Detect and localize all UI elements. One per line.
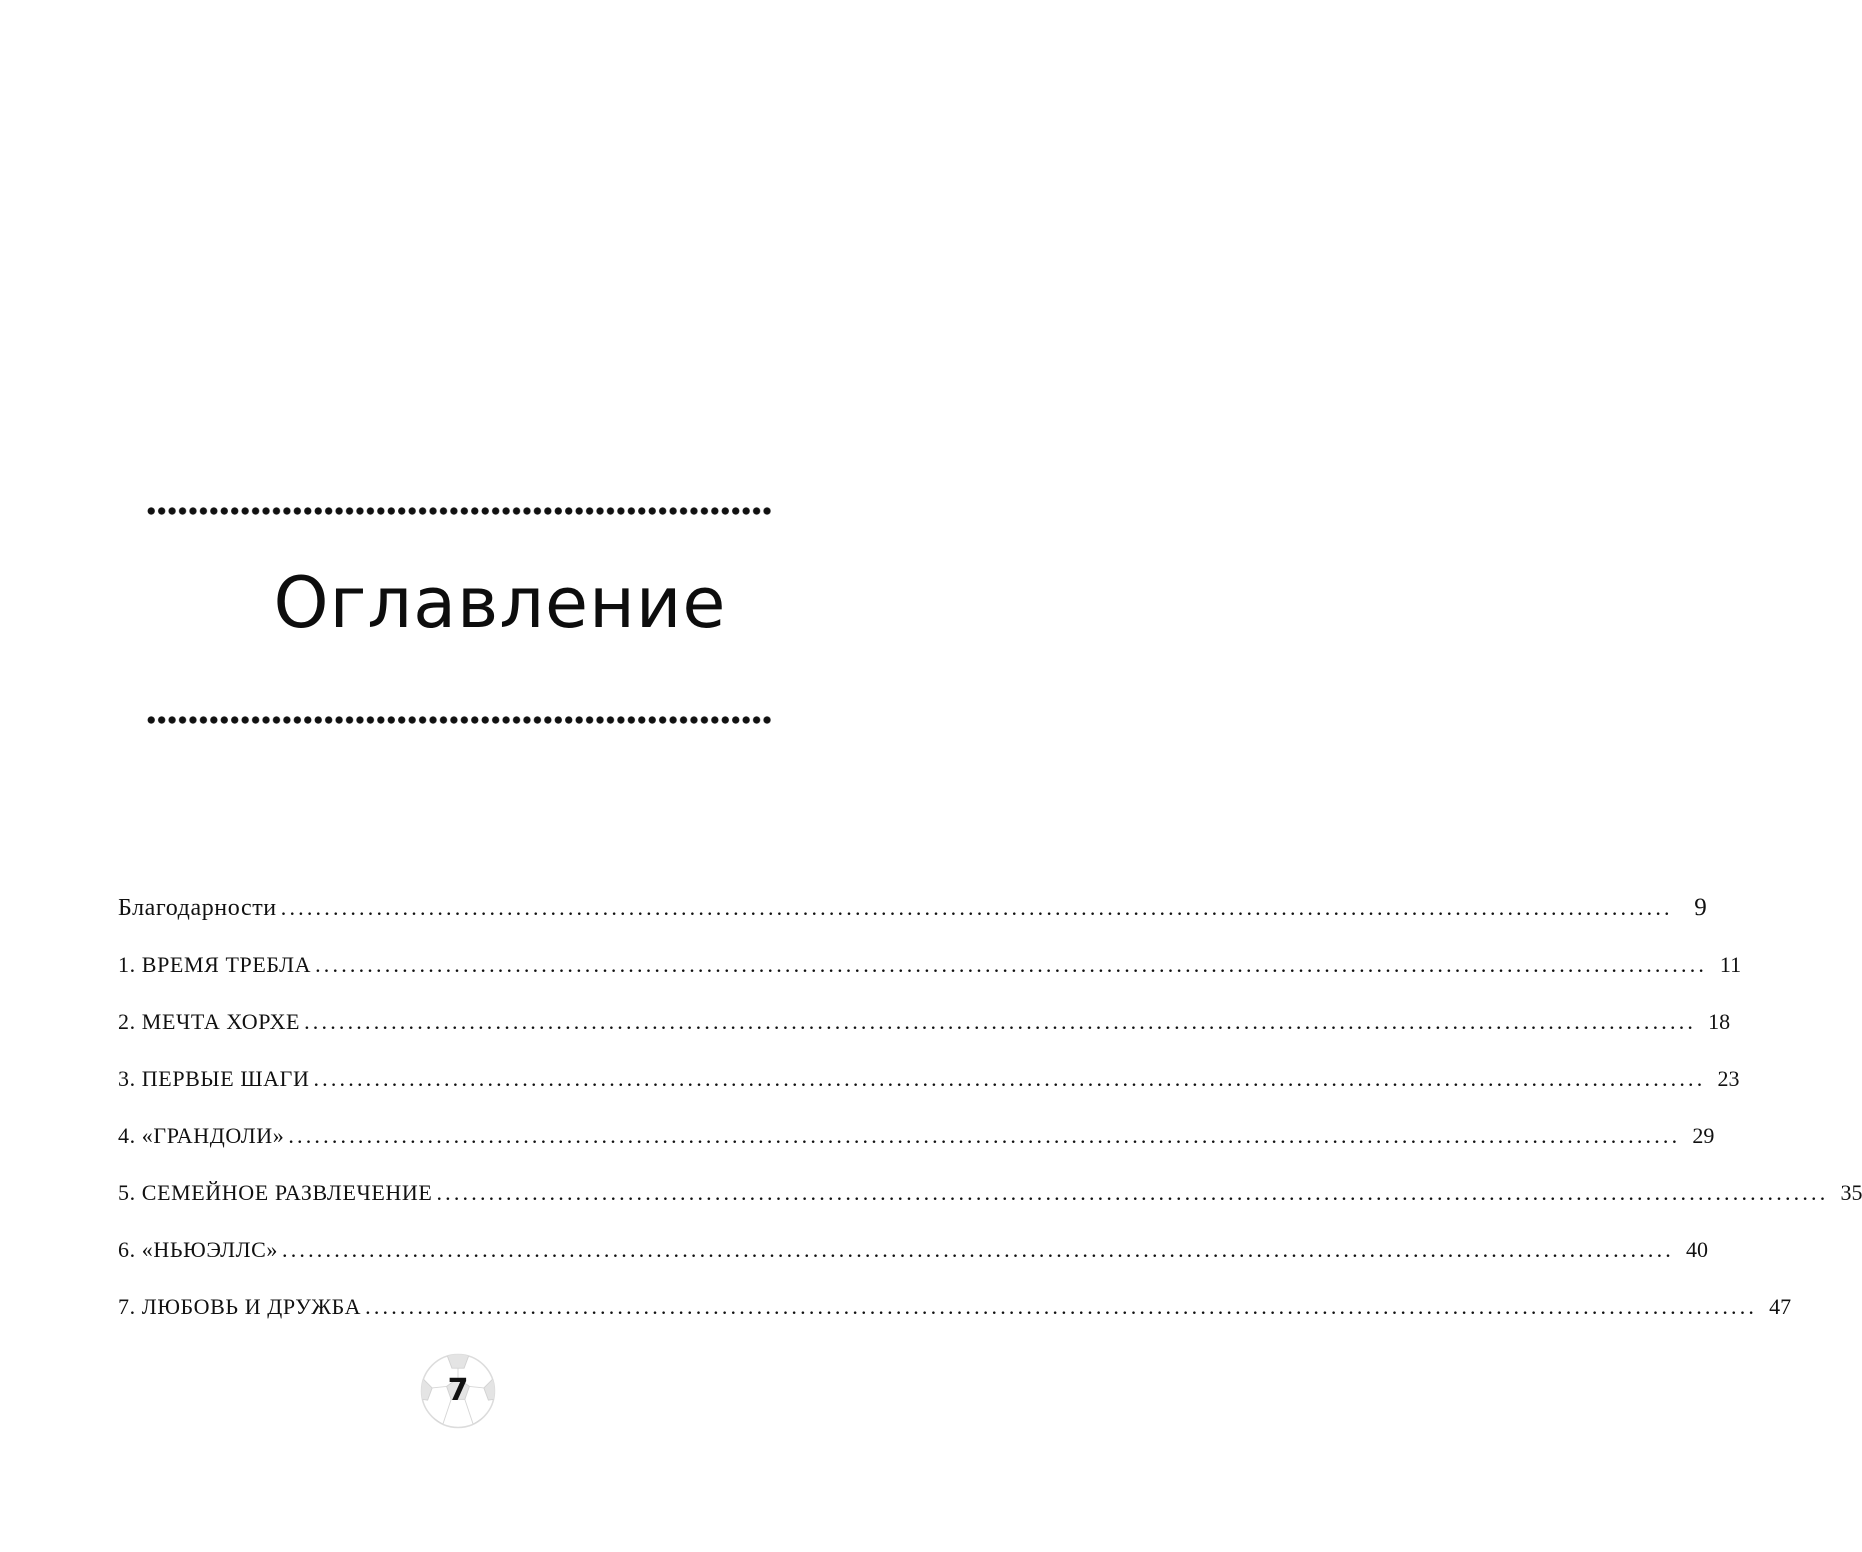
toc-dot-leader: ................................................................................................................................................................ <box>304 1009 1697 1034</box>
toc-entry-chapter-1[interactable] <box>118 945 1742 1002</box>
toc-dot-leader: ................................................................................................................................................................ <box>365 1294 1758 1319</box>
toc-entry-label: 3. ПЕРВЫЕ ШАГИ <box>118 1066 310 1091</box>
bottom-dotted-divider <box>146 714 771 726</box>
toc-dot-leader: ................................................................................................................................................................ <box>280 895 1673 920</box>
toc-entry-label: 7. ЛЮБОВЬ И ДРУЖБА <box>118 1294 362 1319</box>
toc-entry-chapter-7[interactable] <box>118 1287 1792 1344</box>
toc-dot-leader: ................................................................................................................................................................ <box>313 1066 1706 1091</box>
toc-entry-page: 47 <box>1769 1294 1792 1319</box>
toc-entry-label: 5. СЕМЕЙНОЕ РАЗВЛЕЧЕНИЕ <box>118 1180 433 1205</box>
toc-entry-label: 4. «ГРАНДОЛИ» <box>118 1123 285 1148</box>
toc-entry-chapter-4[interactable] <box>118 1116 1715 1173</box>
toc-entry-label: 2. МЕЧТА ХОРХЕ <box>118 1009 301 1034</box>
toc-entry-label: Благодарности <box>118 895 277 921</box>
toc-dot-leader: ................................................................................................................................................................ <box>282 1237 1674 1262</box>
toc-entry-page: 40 <box>1686 1237 1708 1262</box>
toc-entry-page: 35 <box>1840 1180 1862 1205</box>
toc-entry-label: 1. ВРЕМЯ ТРЕБЛА <box>118 952 312 977</box>
toc-entry-chapter-5[interactable] <box>118 1173 1862 1230</box>
toc-entry-page: 9 <box>1694 894 1707 921</box>
toc-entry-acknowledgements[interactable] <box>118 888 1707 945</box>
toc-entry-page: 29 <box>1692 1123 1715 1148</box>
table-of-contents <box>118 888 1862 1344</box>
page-title: Оглавление <box>273 562 727 644</box>
toc-dot-leader: ................................................................................................................................................................ <box>315 952 1708 977</box>
toc-entry-chapter-3[interactable] <box>118 1059 1740 1116</box>
toc-entry-page: 18 <box>1708 1009 1731 1034</box>
top-dotted-divider <box>146 505 771 517</box>
toc-entry-chapter-6[interactable] <box>118 1230 1708 1287</box>
page-number: 7 <box>447 1373 469 1408</box>
toc-entry-page: 11 <box>1719 952 1742 977</box>
toc-dot-leader: ................................................................................................................................................................ <box>288 1123 1681 1148</box>
toc-entry-label: 6. «НЬЮЭЛЛС» <box>118 1237 278 1262</box>
toc-entry-chapter-2[interactable] <box>118 1002 1731 1059</box>
toc-entry-page: 23 <box>1717 1066 1740 1091</box>
toc-dot-leader: ................................................................................................................................................................ <box>436 1180 1829 1205</box>
